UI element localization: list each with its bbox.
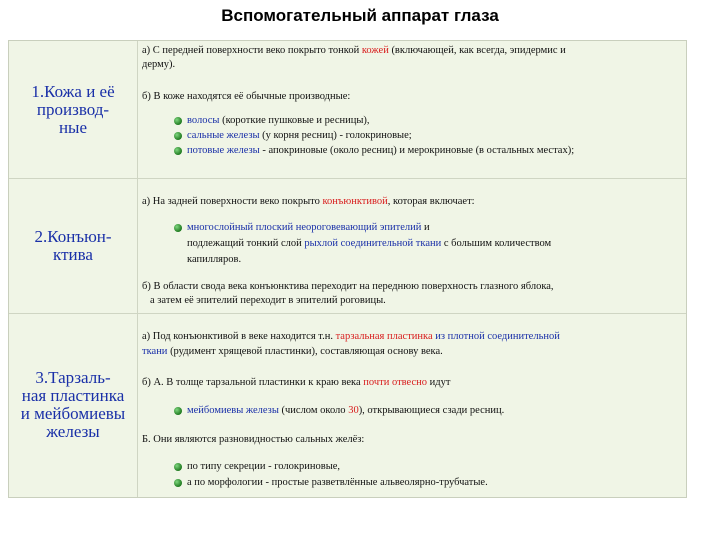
list-item bbox=[187, 221, 430, 234]
row-label bbox=[9, 41, 138, 178]
table-row bbox=[9, 313, 686, 497]
text-line bbox=[142, 90, 350, 103]
table-row bbox=[9, 178, 686, 314]
row-content bbox=[138, 313, 686, 497]
text-line bbox=[187, 253, 241, 266]
bullet-icon bbox=[174, 132, 182, 140]
highlight-blue: мейбомиевы железы bbox=[187, 405, 279, 416]
list-item bbox=[187, 460, 340, 473]
highlight-red: почти отвесно bbox=[363, 377, 428, 388]
row-label-line: и мейбомиевы bbox=[20, 404, 126, 423]
text: (включающей, как всегда, эпидермис и bbox=[388, 45, 566, 56]
list-item bbox=[187, 476, 488, 489]
row-content bbox=[138, 41, 686, 178]
text-line bbox=[142, 345, 443, 358]
text: (короткие пушковые и ресницы), bbox=[219, 115, 370, 126]
highlight-blue: рыхлой соединительной ткани bbox=[304, 238, 442, 249]
text: идут bbox=[427, 377, 451, 388]
highlight-red: кожей bbox=[361, 45, 389, 56]
highlight-red: тарзальная пластинка bbox=[335, 331, 433, 342]
text-line bbox=[150, 294, 386, 307]
text: а) С передней поверхности веко покрыто тонкой bbox=[142, 45, 362, 56]
text: а) Под конъюнктивой в веке находится т.н. bbox=[142, 331, 336, 342]
highlight-blue: волосы bbox=[187, 115, 220, 126]
highlight-red: конъюнктивой bbox=[322, 196, 388, 207]
row-label-line: ная пластинка bbox=[21, 386, 125, 405]
row-label bbox=[9, 313, 138, 497]
text: б) В коже находятся её обычные производные: bbox=[142, 91, 351, 102]
text-line bbox=[142, 195, 475, 208]
highlight-blue: из плотной соединительной bbox=[432, 331, 560, 342]
text: (рудимент хрящевой пластинки), составляющая основу века. bbox=[167, 346, 443, 357]
row-label-line: 1.Кожа и её bbox=[31, 81, 115, 101]
text: а) На задней поверхности веко покрыто bbox=[142, 196, 323, 207]
text: б) А. В толще тарзальной пластинки к краю века bbox=[142, 377, 364, 388]
highlight-blue: сальные железы bbox=[187, 130, 260, 141]
text-line bbox=[142, 376, 450, 389]
text: Б. Они являются разновидностью сальных желёз: bbox=[142, 434, 365, 445]
page-title: Вспомогательный аппарат глаза bbox=[221, 6, 499, 25]
row-label bbox=[9, 178, 138, 313]
text: - апокриновые (около ресниц) и мерокриновые (в остальных местах); bbox=[259, 145, 575, 156]
row-label-line: ктива bbox=[53, 244, 93, 264]
bullet-icon bbox=[174, 224, 182, 232]
list-item bbox=[187, 237, 551, 250]
text-line bbox=[142, 433, 364, 446]
text: а по морфологии - простые разветвлённые альвеолярно-трубчатые. bbox=[187, 477, 488, 488]
text-line bbox=[142, 58, 175, 71]
text: и bbox=[421, 222, 430, 233]
text: (числом около bbox=[278, 405, 349, 416]
row-label-line: железы bbox=[46, 422, 100, 441]
text: с большим количеством bbox=[441, 238, 552, 249]
row-label-line: 2.Конъюн- bbox=[34, 226, 112, 246]
bullet-icon bbox=[174, 117, 182, 125]
list-item bbox=[187, 114, 370, 127]
text: а затем её эпителий переходит в эпителий роговицы. bbox=[150, 295, 386, 306]
text: капилляров. bbox=[187, 254, 242, 265]
row-content bbox=[138, 178, 686, 313]
content-table bbox=[8, 40, 687, 498]
highlight-blue: многослойный плоский неороговевающий эпителий bbox=[187, 222, 422, 233]
text: подлежащий тонкий слой bbox=[187, 238, 305, 249]
bullet-icon bbox=[174, 479, 182, 487]
list-item bbox=[187, 404, 504, 417]
text-line bbox=[142, 44, 566, 57]
list-item bbox=[187, 129, 412, 142]
text-line bbox=[142, 280, 554, 293]
row-label-line: 3.Тарзаль- bbox=[35, 368, 111, 387]
text-line bbox=[142, 330, 560, 343]
highlight-red: 30 bbox=[348, 405, 359, 416]
text: (у корня ресниц) - голокриновые; bbox=[259, 130, 412, 141]
text: дерму). bbox=[142, 59, 176, 70]
bullet-icon bbox=[174, 463, 182, 471]
highlight-blue: потовые железы bbox=[187, 145, 260, 156]
bullet-icon bbox=[174, 147, 182, 155]
bullet-icon bbox=[174, 407, 182, 415]
text: ), открывающиеся сзади ресниц. bbox=[358, 405, 505, 416]
highlight-blue: ткани bbox=[142, 346, 168, 357]
list-item bbox=[187, 144, 574, 157]
text: б) В области свода века конъюнктива переходит на переднюю поверхность глазного яблока, bbox=[142, 281, 554, 292]
row-label-line: ные bbox=[58, 117, 88, 137]
table-row bbox=[9, 41, 686, 179]
row-label-line: производ- bbox=[36, 99, 110, 119]
text: , которая включает: bbox=[387, 196, 475, 207]
text: по типу секреции - голокриновые, bbox=[187, 461, 341, 472]
